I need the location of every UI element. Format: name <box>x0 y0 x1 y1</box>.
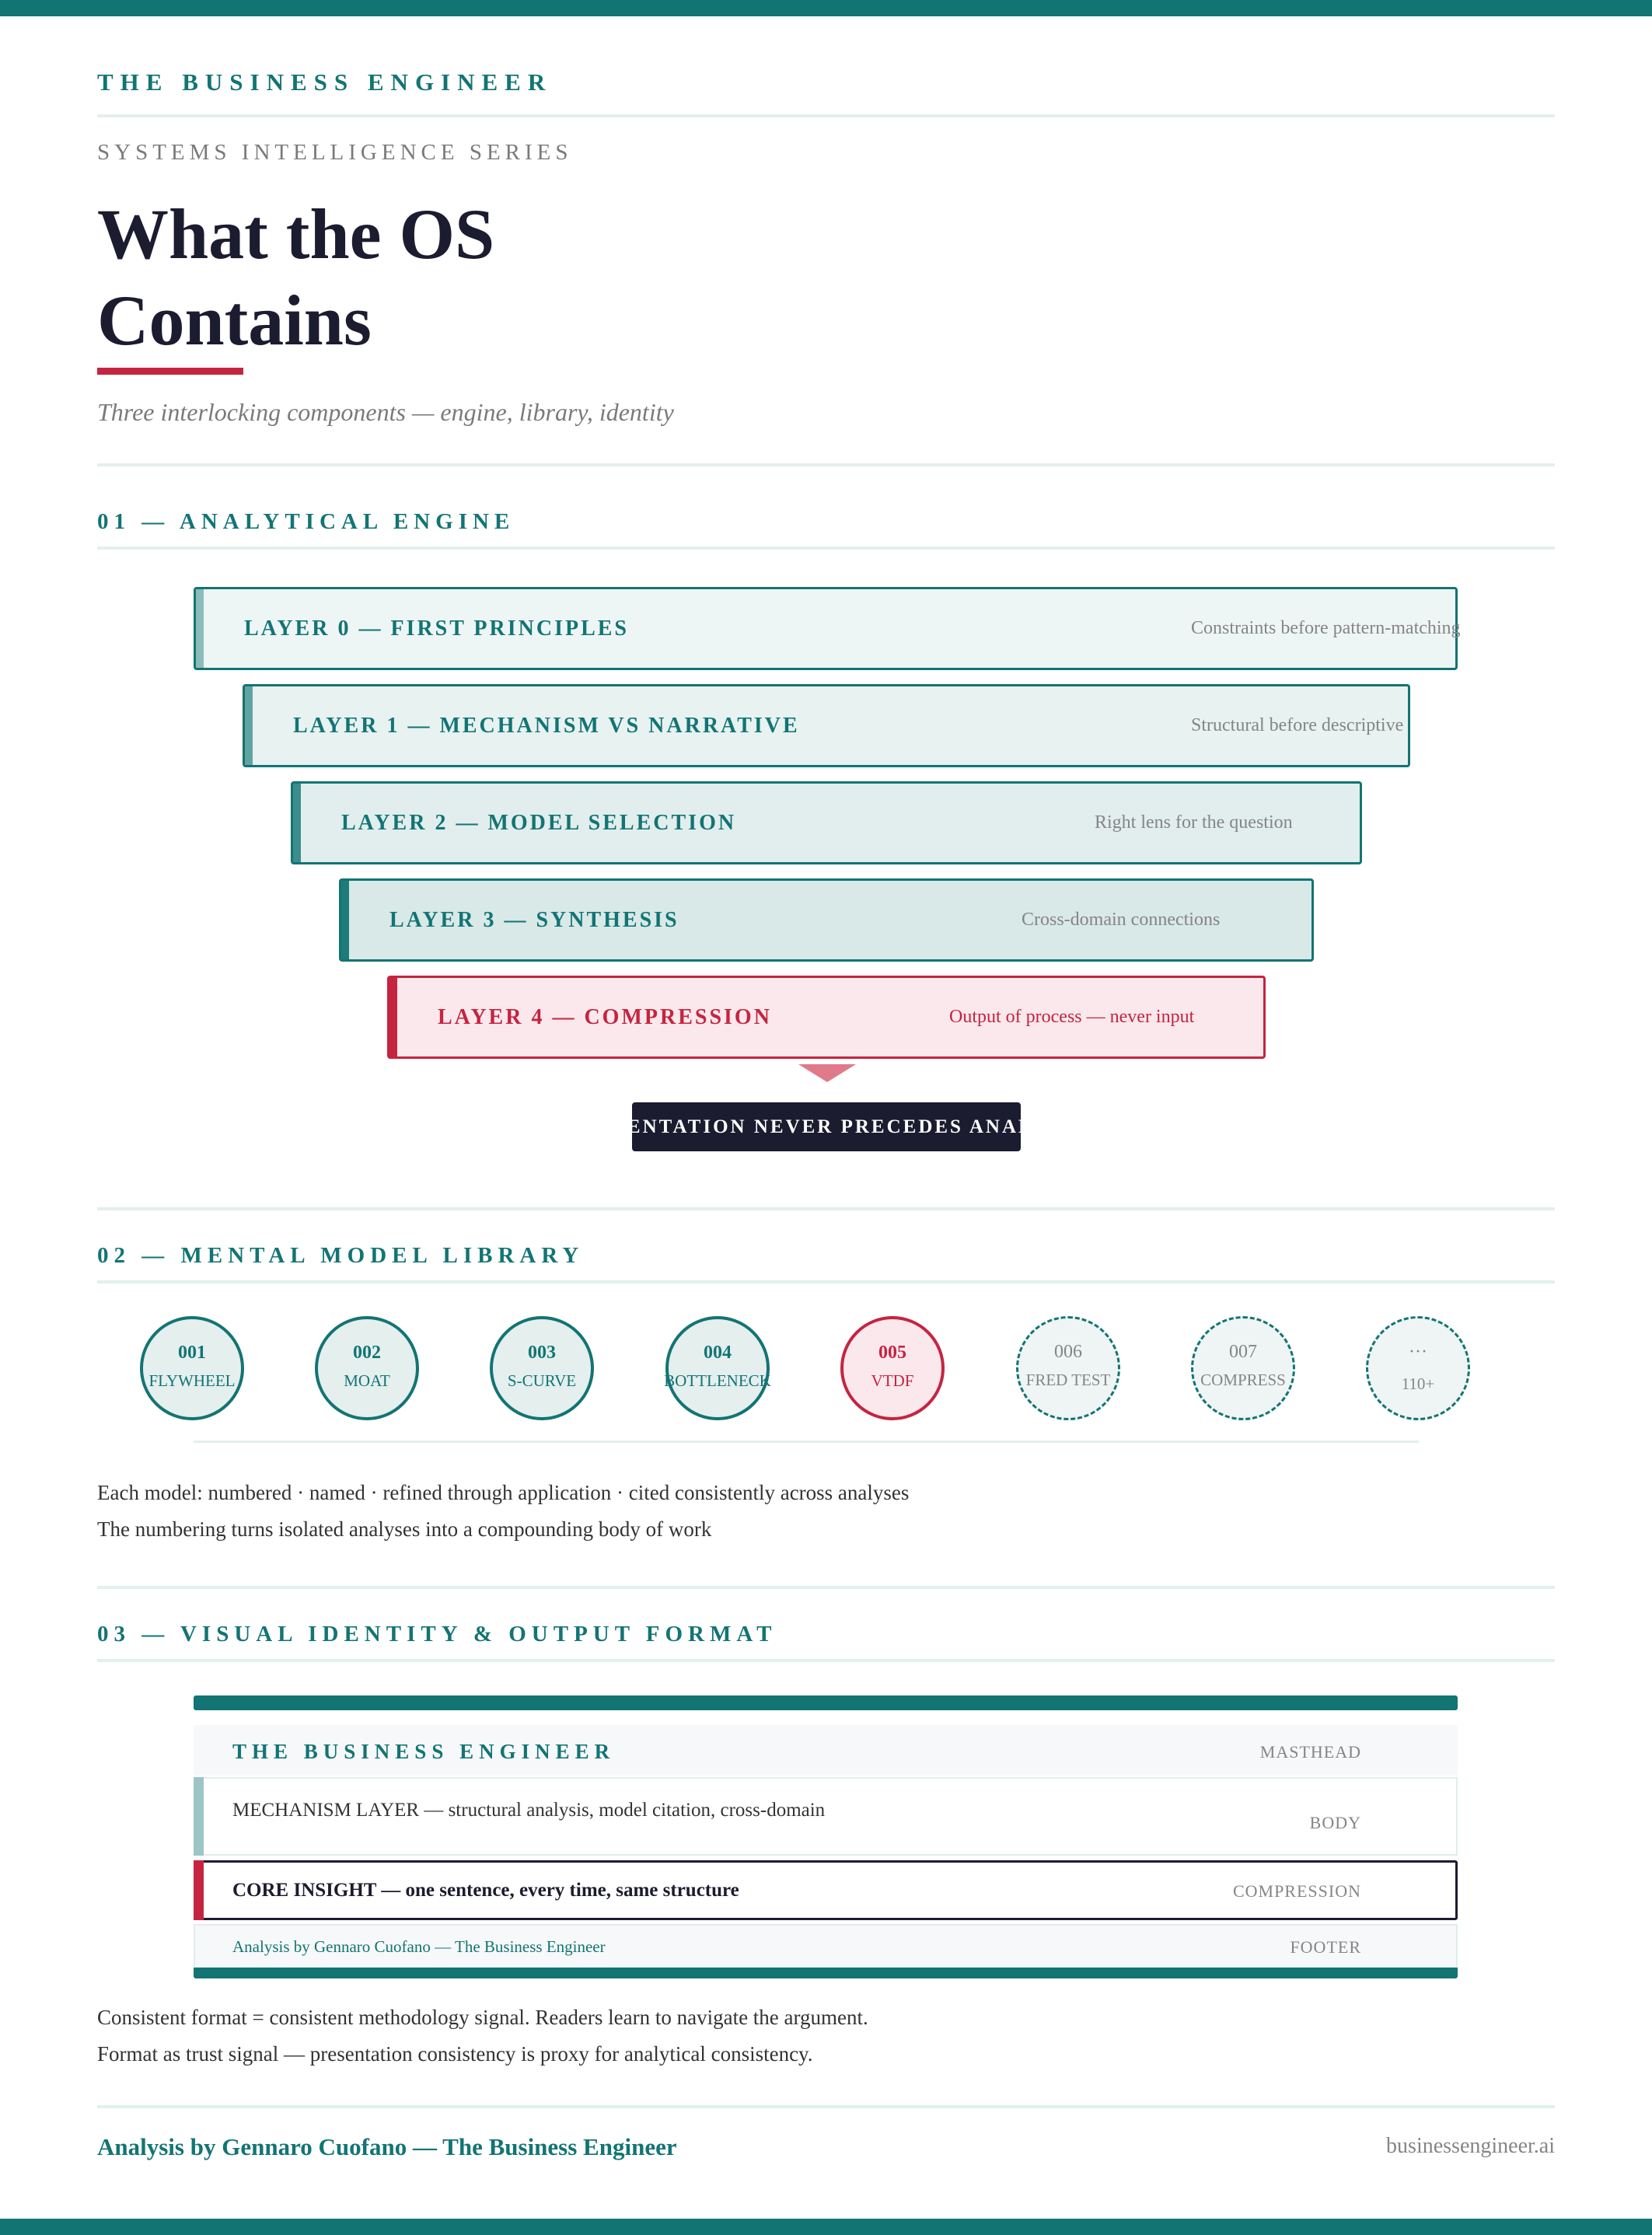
layer-name: LAYER 2 — MODEL SELECTION <box>341 810 737 835</box>
layer-description: Output of process — never input <box>949 1007 1195 1027</box>
layer-description: Constraints before pattern-matching <box>1191 618 1461 638</box>
identity-description-2: Format as trust signal — presentation consistency is proxy for analytical consistency. <box>97 2042 813 2066</box>
title-line-1: What the OS <box>97 194 495 274</box>
identity-description-1: Consistent format = consistent methodology signal. Readers learn to navigate the argument. <box>97 2006 868 2029</box>
rule-label <box>568 1102 1084 1151</box>
layer-description: Cross-domain connections <box>1022 910 1221 930</box>
divider <box>97 463 1555 466</box>
model-number: ··· <box>1409 1342 1427 1362</box>
model-number: 004 <box>704 1343 732 1363</box>
format-bottom-bar <box>194 1968 1458 1978</box>
page-title <box>97 191 494 364</box>
format-tag: FOOTER <box>1290 1937 1361 1957</box>
bottom-accent-bar <box>0 2219 1652 2235</box>
format-body-row <box>194 1777 1458 1856</box>
model-number: 002 <box>353 1343 381 1363</box>
model-number: 006 <box>1054 1342 1082 1362</box>
model-name: S-CURVE <box>507 1371 577 1390</box>
layer-accent <box>341 881 349 959</box>
format-compression-row <box>194 1860 1458 1920</box>
format-masthead-text: THE BUSINESS ENGINEER <box>232 1740 616 1763</box>
library-description-2: The numbering turns isolated analyses into a compounding body of work <box>97 1517 712 1541</box>
model-name: FRED TEST <box>1025 1371 1111 1389</box>
model-name: BOTTLENECK <box>664 1371 771 1390</box>
model-circle <box>1016 1316 1120 1420</box>
model-circle <box>665 1316 770 1420</box>
layer-accent <box>196 589 204 668</box>
format-tag: COMPRESSION <box>1232 1881 1361 1901</box>
format-top-bar <box>194 1695 1458 1710</box>
divider <box>97 547 1555 550</box>
layer-description: Right lens for the question <box>1095 812 1293 833</box>
model-name: FLYWHEEL <box>148 1371 236 1390</box>
format-body-accent <box>194 1777 204 1856</box>
format-body-text: MECHANISM LAYER — structural analysis, model citation, cross-domain <box>232 1800 826 1821</box>
subtitle: Three interlocking components — engine, library, identity <box>97 398 674 426</box>
section-heading-identity: 03 — VISUAL IDENTITY & OUTPUT FORMAT <box>97 1622 777 1647</box>
layer-accent <box>389 978 397 1056</box>
divider <box>97 1280 1555 1283</box>
format-tag: MASTHEAD <box>1259 1742 1361 1762</box>
layer-name: LAYER 0 — FIRST PRINCIPLES <box>244 616 629 641</box>
layer-4 <box>387 976 1266 1059</box>
model-number: 007 <box>1229 1342 1257 1362</box>
layer-name: LAYER 1 — MECHANISM VS NARRATIVE <box>293 713 800 738</box>
model-circle <box>1366 1316 1470 1420</box>
top-accent-bar <box>0 0 1652 16</box>
layer-accent <box>245 686 253 765</box>
divider <box>97 1207 1555 1210</box>
footer-site-link[interactable]: businessengineer.ai <box>1386 2134 1555 2158</box>
model-name: MOAT <box>344 1371 390 1390</box>
model-circle <box>1191 1316 1295 1420</box>
layer-1 <box>243 684 1410 767</box>
divider <box>97 1586 1555 1589</box>
layer-name: LAYER 3 — SYNTHESIS <box>389 907 679 932</box>
footer-credit: Analysis by Gennaro Cuofano — The Business Engineer <box>97 2133 677 2160</box>
divider <box>97 114 1555 117</box>
format-compression-text: CORE INSIGHT — one sentence, every time, same structure <box>232 1880 739 1901</box>
format-footer-text: Analysis by Gennaro Cuofano — The Business Engineer <box>232 1937 606 1956</box>
title-underline <box>97 368 243 375</box>
models-baseline <box>194 1441 1419 1443</box>
model-circle <box>140 1316 244 1420</box>
model-name: COMPRESS <box>1200 1371 1286 1389</box>
layer-description: Structural before descriptive <box>1191 715 1404 735</box>
layer-3 <box>339 878 1314 962</box>
series-label: SYSTEMS INTELLIGENCE SERIES <box>97 140 573 165</box>
model-circle <box>490 1316 594 1420</box>
format-tag: BODY <box>1309 1813 1361 1832</box>
section-heading-engine: 01 — ANALYTICAL ENGINE <box>97 509 515 534</box>
brand-name: THE BUSINESS ENGINEER <box>97 68 553 96</box>
model-name: 110+ <box>1401 1374 1435 1393</box>
model-circle <box>315 1316 419 1420</box>
model-number: 001 <box>178 1343 206 1363</box>
model-number: 003 <box>528 1343 556 1363</box>
down-arrow-icon <box>798 1064 856 1082</box>
model-number: 005 <box>878 1343 906 1363</box>
divider <box>97 2105 1555 2108</box>
section-heading-library: 02 — MENTAL MODEL LIBRARY <box>97 1243 585 1268</box>
format-masthead-row <box>194 1725 1458 1776</box>
title-line-2: Contains <box>97 281 372 360</box>
layer-0 <box>194 587 1461 670</box>
layer-2 <box>291 781 1362 864</box>
model-circle <box>840 1316 945 1420</box>
library-description-1: Each model: numbered · named · refined through application · cited consistently across analyses <box>97 1481 910 1504</box>
layer-accent <box>293 784 301 862</box>
divider <box>97 1659 1555 1662</box>
format-compression-accent <box>194 1860 204 1920</box>
rule-label-text: PRESENTATION NEVER PRECEDES ANALYSIS <box>568 1116 1084 1137</box>
layer-name: LAYER 4 — COMPRESSION <box>438 1004 772 1029</box>
model-name: VTDF <box>871 1371 914 1390</box>
format-footer-row <box>194 1924 1458 1968</box>
